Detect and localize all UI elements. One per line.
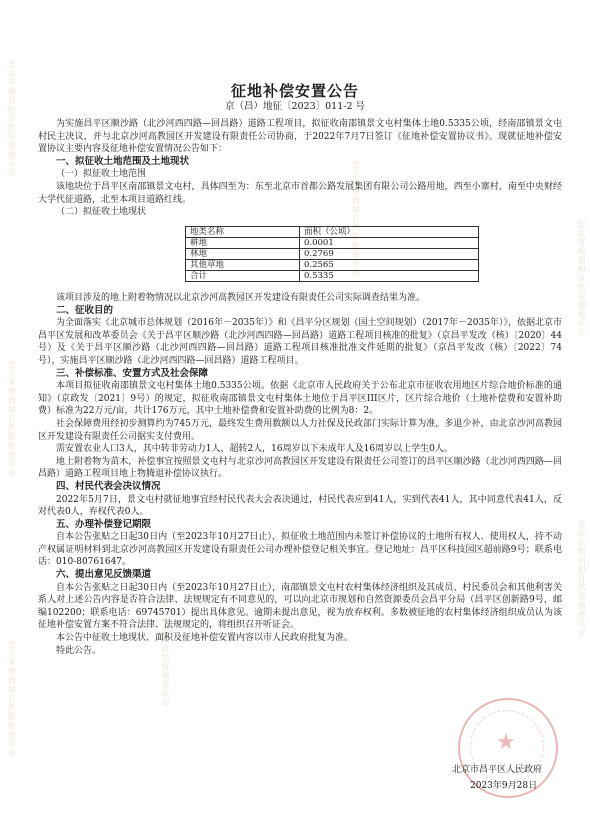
watermark-left-2: 北京市规划和自然资源委员会 — [7, 360, 16, 477]
section-3-heading: 三、补偿标准、安置方式及社会保障 — [56, 367, 209, 379]
section-2-paragraph: 为全面落实《北京城市总体规划（2016年－2035年）》和《昌平分区规划（国土空间规划）（2017年－2035年）》，依据北京市昌平区发展和改革委员会《关于昌平区顺沙路（北沙河西四路—回昌路）道路工程项目核准的批复》（京昌平发改（核）〔2020〕44号）及《关于昌平区顺沙路（北沙河西四路—回昌路）道路工程项目核准批准文件延期的批复》（京昌平发改（核）〔2022〕74号），实施昌平区顺沙路（北沙河西四路—回昌路）道路工程项目。 — [38, 318, 562, 366]
section-3-paragraph-1: 本项目拟征收南邵镇景文屯村集体土地0.5335公顷。依据《北京市人民政府关于公布北京市征收农用地区片综合地价标准的通知》（京政发〔2021〕9号）的规定，拟征收南邵镇景文屯村集体土地位于昌平区III区片，区片综合地价（土地补偿费和安置补助费）标准为22万元/亩，共计176万元，其中土地补偿费和安置补助费的比例为8：2。 — [38, 381, 562, 417]
table-row — [186, 260, 479, 271]
watermark-mid-2: 北京市规划和自然资源委员会 — [351, 160, 360, 277]
section-1-sub-2: （二）拟征收土地现状 — [56, 207, 147, 218]
section-3-paragraph-3: 需安置农业人口3人，其中转非劳动力1人，超转2人，16周岁以下未成年人及16周岁以上学生0人。 — [56, 444, 453, 455]
issuing-authority: 北京市昌平区人民政府 — [452, 765, 543, 775]
section-1-heading: 一、拟征收土地范围及土地现状 — [56, 155, 190, 167]
notice-title: 征地补偿安置公告 — [230, 82, 359, 100]
notice-body-continued — [38, 292, 562, 657]
section-4-paragraph: 2022年5月7日，景文屯村就征地事宜经村民代表大会表决通过，村民代表应到41人，实到代表41人，其中同意代表41人，反对代表0人，弃权代表0人。 — [38, 494, 562, 518]
table-cell: 林地 — [186, 249, 300, 260]
section-6-heading: 六、提出意见反馈渠道 — [56, 569, 152, 581]
section-1-sub-1: （一）拟征收土地范围 — [56, 169, 147, 180]
watermark-left-3: 北京市规划和自然资源委员会 — [7, 640, 16, 757]
section-1-attachments: 该项目涉及的地上附着物情况以北京沙河高教园区开发建设有限责任公司实际调查结果为准。 — [56, 293, 426, 303]
watermark-left-1: 北京市规划和自然资源委员会 — [7, 60, 16, 177]
land-status-table — [185, 226, 479, 282]
section-3-paragraph-4: 地上附着物为苗木，补偿事宜按照景文屯村与北京沙河高教园区开发建设有限责任公司签订的昌平区顺沙路（北沙河西四路—回昌路）道路工程项目地上物腾退补偿协议执行。 — [38, 456, 562, 480]
table-row — [186, 271, 479, 282]
section-2-heading: 二、征收目的 — [56, 304, 114, 316]
table-cell: 0.2565 — [300, 260, 479, 271]
table-cell: 0.2769 — [300, 249, 479, 260]
seal-star-icon: ★ — [496, 730, 516, 755]
section-6-paragraph-2: 本公告中征收土地现状、面积及征地补偿安置内容以市人民政府批复为准。 — [56, 633, 354, 644]
table-cell: 耕地 — [186, 238, 300, 249]
section-4-heading: 四、村民代表会决议情况 — [56, 480, 161, 492]
document-number: 京（昌）地征〔2023〕011-2 号 — [224, 101, 366, 112]
watermark-mid-1: 北京市规划和自然资源委员会 — [161, 590, 170, 707]
intro-paragraph: 为实施昌平区顺沙路（北沙河西四路—回昌路）道路工程项目，拟征收南邵镇景文屯村集体土地0.5335公顷，经南邵镇景文屯村民主决议，并与北京沙河高教园区开发建设有限责任公司协商，于2022年7月7日签订《征地补偿安置协议书》。现就征地补偿安置协议主要内容及征地补偿安置情况公告如下： — [38, 119, 562, 155]
table-row — [186, 249, 479, 260]
table-cell: 0.0001 — [300, 238, 479, 249]
table-header-area: 面积（公顷） — [300, 227, 479, 238]
section-3-paragraph-2: 社会保障费用经初步测算约为745万元，最终发生费用数额以人力社保及民政部门实际计算为准，多退少补，由北京沙河高教园区开发建设有限责任公司据实支付费用。 — [38, 418, 562, 442]
table-cell: 0.5335 — [300, 271, 479, 282]
table-cell: 合计 — [186, 271, 300, 282]
watermark-right-1: 北京市规划和自然资源委员会 — [577, 220, 586, 337]
table-header-land-type: 地类名称 — [186, 227, 300, 238]
table-cell: 其他草地 — [186, 260, 300, 271]
issue-date: 2023年9月28日 — [470, 781, 538, 791]
section-6-paragraph-1: 自本公告张贴之日起30日内（至2023年10月27日止），南邵镇景文屯村农村集体经济组织及其成员、村民委员会和其他利害关系人对上述公告内容是否符合法律、法规规定有不同意见的，可以向北京市规划和自然资源委员会昌平分局（昌平区创新路9号，邮编102200；联系电话：69745701）提出具体意见。逾期未提出意见，视为放弃权利。多数被征地的农村集体经济组织成员认为该征地补偿安置方案不符合法律、法规规定的，将组织召开听证会。 — [38, 582, 562, 631]
section-5-heading: 五、办理补偿登记期限 — [56, 518, 152, 530]
section-6-closing: 特此公告。 — [56, 645, 102, 656]
section-1-scope: 该地块位于昌平区南邵镇景文屯村，具体四至为：东至北京市首都公路发展集团有限公司公路用地，西至小寨村，南至中央财经大学代征道路，北至本项目道路红线。 — [38, 181, 562, 205]
notice-body — [38, 118, 562, 219]
table-header-row — [186, 227, 479, 238]
watermark-right-2: 北京市规划和自然资源委员会 — [577, 520, 586, 637]
section-5-paragraph: 自本公告张贴之日起30日内（至2023年10月27日止），拟征收土地范围内未签订补偿协议的土地所有权人、使用权人，持不动产权属证明材料到北京沙河高教园区开发建设有限责任公司办理补偿登记相关事宜。登记地址：昌平区科技园区超前路9号；联系电话：010-80761647。 — [38, 532, 562, 568]
table-row — [186, 238, 479, 249]
